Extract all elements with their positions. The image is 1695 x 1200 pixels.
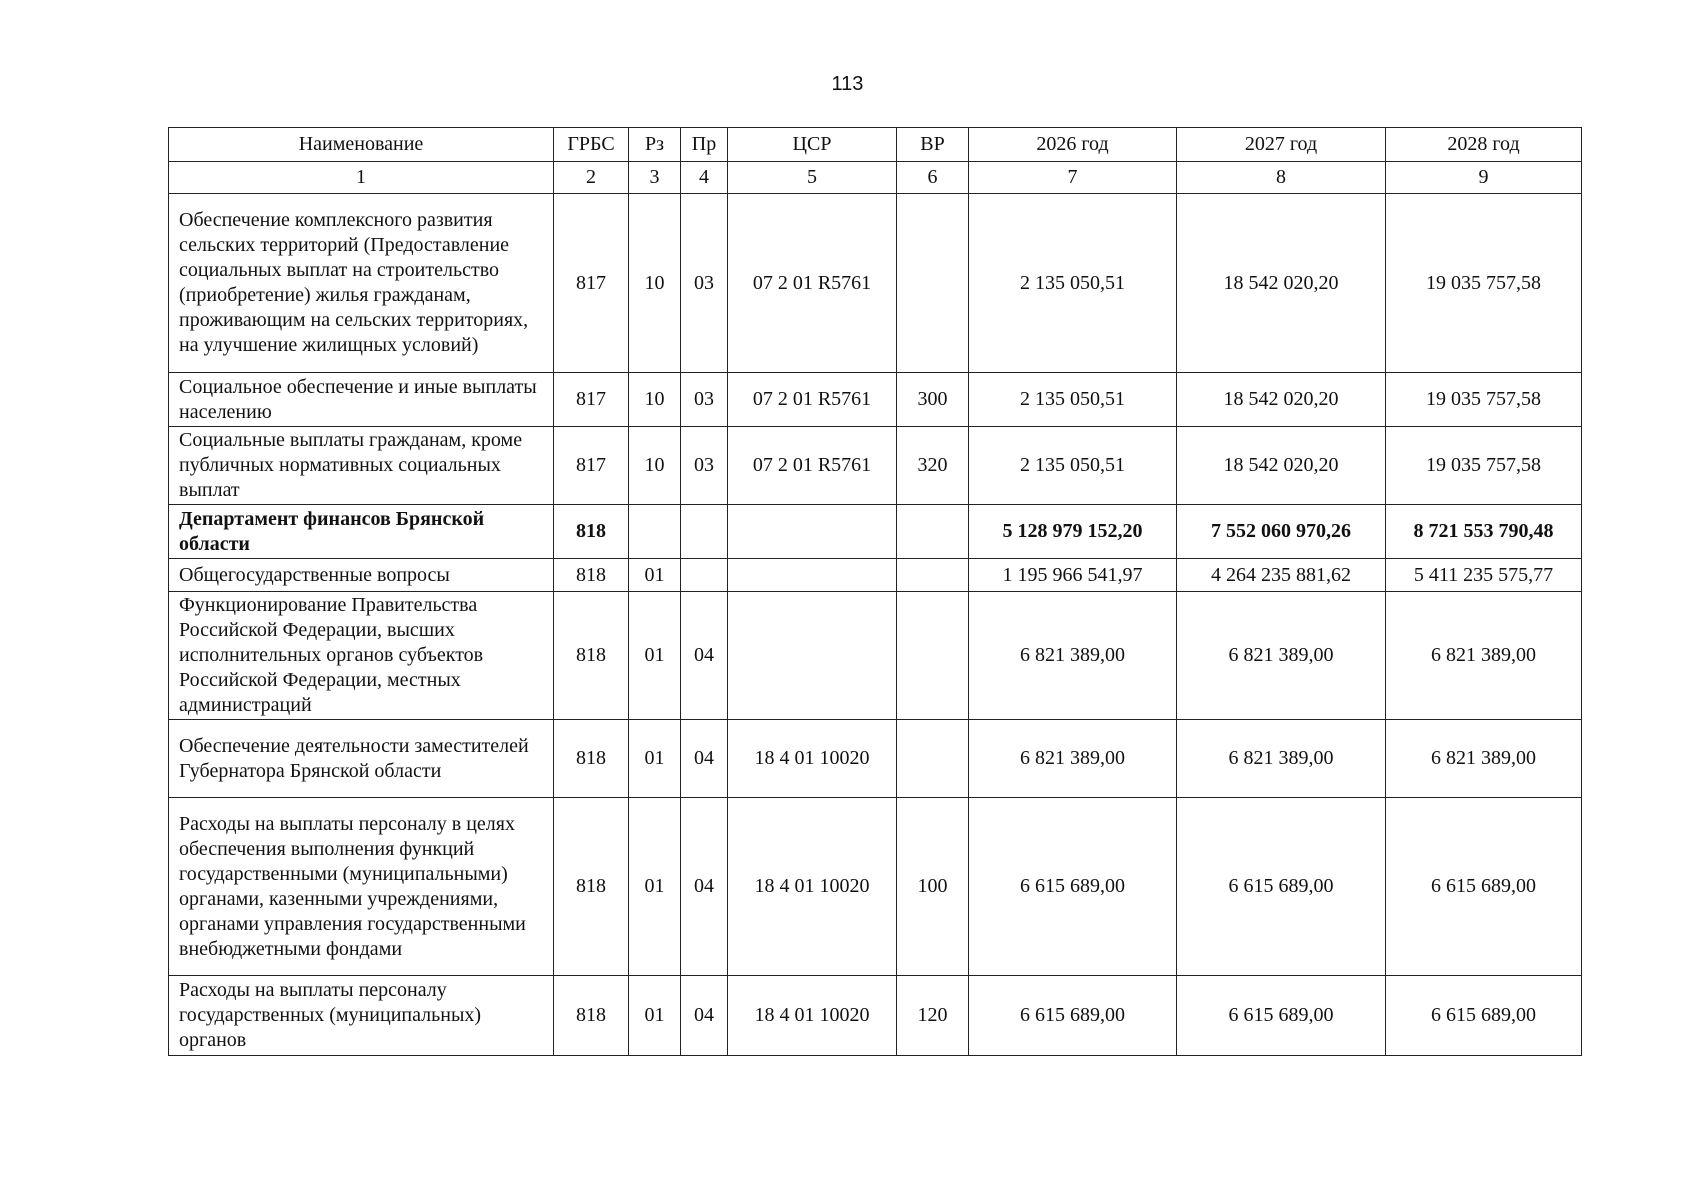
row-csr: 07 2 01 R5761 [728,373,897,427]
row-csr [728,505,897,559]
row-vr [897,505,969,559]
row-grbs: 817 [554,194,629,373]
row-name: Обеспечение комплексного развития сельских территорий (Предоставление социальных выплат на строительство (приобретение) жилья гражданам, проживающим на сельских территориях, на улучшение жилищных условий) [169,194,554,373]
row-grbs: 818 [554,505,629,559]
row-amount-2026: 2 135 050,51 [969,427,1177,505]
row-amount-2027: 7 552 060 970,26 [1177,505,1386,559]
header-2027: 2027 год [1177,128,1386,162]
table-row [169,976,1582,1056]
row-amount-2026: 5 128 979 152,20 [969,505,1177,559]
header-2026: 2026 год [969,128,1177,162]
row-amount-2026: 6 615 689,00 [969,976,1177,1056]
row-pr: 03 [681,427,728,505]
column-number: 6 [897,162,969,194]
row-vr: 120 [897,976,969,1056]
row-amount-2027: 4 264 235 881,62 [1177,559,1386,592]
row-amount-2028: 19 035 757,58 [1386,194,1582,373]
table-row [169,505,1582,559]
row-vr: 300 [897,373,969,427]
row-grbs: 817 [554,373,629,427]
table-row [169,592,1582,720]
column-number: 4 [681,162,728,194]
row-csr: 07 2 01 R5761 [728,194,897,373]
row-name: Социальное обеспечение и иные выплаты населению [169,373,554,427]
row-amount-2026: 1 195 966 541,97 [969,559,1177,592]
row-pr: 04 [681,798,728,976]
row-amount-2026: 6 615 689,00 [969,798,1177,976]
row-vr [897,592,969,720]
column-number: 3 [629,162,681,194]
header-2028: 2028 год [1386,128,1582,162]
row-amount-2027: 6 615 689,00 [1177,798,1386,976]
row-pr [681,505,728,559]
row-amount-2028: 6 615 689,00 [1386,976,1582,1056]
row-grbs: 817 [554,427,629,505]
row-rz: 01 [629,559,681,592]
row-amount-2028: 19 035 757,58 [1386,427,1582,505]
header-csr: ЦСР [728,128,897,162]
header-vr: ВР [897,128,969,162]
table-row [169,798,1582,976]
row-grbs: 818 [554,592,629,720]
row-amount-2026: 6 821 389,00 [969,720,1177,798]
table-body [169,194,1582,1056]
row-amount-2027: 6 821 389,00 [1177,592,1386,720]
row-pr: 03 [681,194,728,373]
row-amount-2027: 18 542 020,20 [1177,373,1386,427]
row-rz: 10 [629,373,681,427]
column-number: 2 [554,162,629,194]
row-amount-2027: 18 542 020,20 [1177,427,1386,505]
row-amount-2026: 2 135 050,51 [969,373,1177,427]
column-number: 5 [728,162,897,194]
row-csr: 18 4 01 10020 [728,798,897,976]
header-rz: Рз [629,128,681,162]
row-vr [897,559,969,592]
header-pr: Пр [681,128,728,162]
row-name: Общегосударственные вопросы [169,559,554,592]
table-row [169,720,1582,798]
table-row [169,373,1582,427]
row-amount-2027: 6 615 689,00 [1177,976,1386,1056]
row-rz: 01 [629,798,681,976]
row-name: Социальные выплаты гражданам, кроме публичных нормативных социальных выплат [169,427,554,505]
row-name: Функционирование Правительства Российской Федерации, высших исполнительных органов субъектов Российской Федерации, местных администраций [169,592,554,720]
row-vr [897,194,969,373]
header-name: Наименование [169,128,554,162]
row-amount-2028: 6 615 689,00 [1386,798,1582,976]
row-amount-2027: 18 542 020,20 [1177,194,1386,373]
row-grbs: 818 [554,976,629,1056]
row-name: Расходы на выплаты персоналу в целях обеспечения выполнения функций государственными (муниципальными) органами, казенными учреждениями, органами управления государственными внебюджетными фондами [169,798,554,976]
row-rz: 01 [629,720,681,798]
header-grbs: ГРБС [554,128,629,162]
row-grbs: 818 [554,798,629,976]
row-amount-2028: 8 721 553 790,48 [1386,505,1582,559]
column-number: 8 [1177,162,1386,194]
row-name: Расходы на выплаты персоналу государственных (муниципальных) органов [169,976,554,1056]
row-amount-2028: 6 821 389,00 [1386,592,1582,720]
row-pr: 04 [681,976,728,1056]
row-rz [629,505,681,559]
row-csr [728,592,897,720]
row-name: Обеспечение деятельности заместителей Губернатора Брянской области [169,720,554,798]
row-rz: 10 [629,194,681,373]
row-vr: 100 [897,798,969,976]
budget-table [168,127,1582,1056]
row-grbs: 818 [554,720,629,798]
row-vr: 320 [897,427,969,505]
column-number: 1 [169,162,554,194]
table-row [169,559,1582,592]
row-amount-2028: 5 411 235 575,77 [1386,559,1582,592]
column-number-row [169,162,1582,194]
row-rz: 01 [629,592,681,720]
row-grbs: 818 [554,559,629,592]
row-amount-2028: 6 821 389,00 [1386,720,1582,798]
row-pr: 04 [681,720,728,798]
table-row [169,194,1582,373]
table-header-row [169,128,1582,162]
row-rz: 01 [629,976,681,1056]
row-rz: 10 [629,427,681,505]
row-pr: 04 [681,592,728,720]
row-csr [728,559,897,592]
row-amount-2026: 6 821 389,00 [969,592,1177,720]
row-name: Департамент финансов Брянской области [169,505,554,559]
row-csr: 18 4 01 10020 [728,720,897,798]
row-csr: 07 2 01 R5761 [728,427,897,505]
row-csr: 18 4 01 10020 [728,976,897,1056]
column-number: 9 [1386,162,1582,194]
column-number: 7 [969,162,1177,194]
row-pr [681,559,728,592]
page-number: 113 [831,73,864,95]
row-amount-2027: 6 821 389,00 [1177,720,1386,798]
row-amount-2028: 19 035 757,58 [1386,373,1582,427]
row-amount-2026: 2 135 050,51 [969,194,1177,373]
row-vr [897,720,969,798]
table-row [169,427,1582,505]
row-pr: 03 [681,373,728,427]
